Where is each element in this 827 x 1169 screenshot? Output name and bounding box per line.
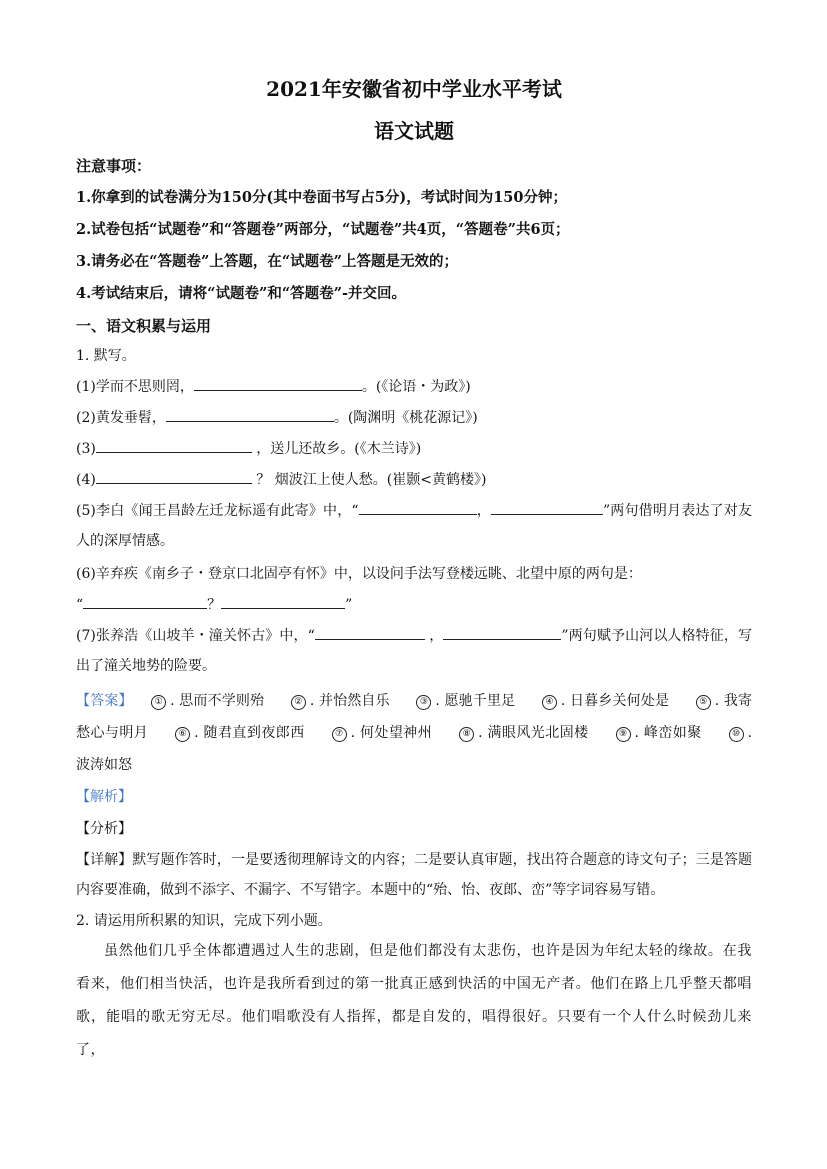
sub-question-text: ，送儿还故乡。(《木兰诗》): [256, 441, 422, 457]
sub-question-text: ，: [476, 503, 491, 519]
answer-blank[interactable]: [315, 625, 425, 640]
answer-number: ⑨: [616, 727, 631, 742]
sub-question-1: [76, 376, 752, 397]
note-item: 4.考试结束后，请将“试题卷”和“答题卷”-并交回。: [76, 285, 407, 302]
question-stem: 1. 默写。: [76, 348, 136, 364]
detail-tag: 【详解】: [76, 852, 133, 868]
sub-question-text: (2)黄发垂髫，: [76, 410, 166, 426]
sub-question-text: 。(陶渊明《桃花源记》): [333, 410, 478, 426]
answer-block: [76, 685, 752, 781]
answer-blank[interactable]: [194, 376, 362, 391]
sub-question-3: [76, 438, 752, 459]
sub-question-text: ”两句赋予山河以人格特征，写出了潼关地势的险要。: [76, 628, 752, 674]
answer-item: [616, 725, 702, 741]
answer-item: [175, 725, 305, 741]
analysis-subhead: 【分析】: [76, 821, 132, 837]
sub-question-7: [76, 621, 752, 681]
sub-question-4: [76, 469, 752, 490]
sub-question-text: “: [76, 597, 84, 613]
answer-item: [459, 725, 589, 741]
answer-number: ③: [416, 695, 431, 710]
detail-paragraph: [76, 845, 752, 905]
sub-question-6-blanks: [76, 594, 752, 615]
answer-text: . 满眼风光北固楼: [478, 725, 589, 741]
answer-text: . 日暮乡关何处是: [560, 693, 670, 709]
answer-item: [332, 725, 433, 741]
sub-question-5: [76, 496, 752, 556]
exam-subtitle: 语文试题: [374, 119, 454, 143]
answer-blank[interactable]: [443, 625, 561, 640]
note-item: 3.请务必在“答题卷”上答题，在“试题卷”上答题是无效的；: [76, 253, 458, 270]
analysis-tag: 【解析】: [76, 789, 132, 805]
sub-question-text: ”两句借明月表达了对友人的深厚情感。: [76, 503, 752, 549]
answer-blank[interactable]: [491, 500, 603, 515]
answer-blank[interactable]: [96, 438, 252, 453]
answer-number: ④: [542, 695, 557, 710]
answer-number: ⑩: [729, 727, 744, 742]
exam-page: [76, 70, 752, 1067]
question-stem: 2. 请运用所积累的知识，完成下列小题。: [76, 913, 332, 929]
answer-number: ①: [151, 695, 166, 710]
note-item: 1.你拿到的试卷满分为150分(其中卷面书写占5分)，考试时间为150分钟；: [76, 189, 567, 206]
answer-item: [542, 693, 669, 709]
reading-passage: 虽然他们几乎全体都遭遇过人生的悲剧，但是他们都没有太悲伤，也许是因为年纪太轻的缘故。在我看来，他们相当快活，也许是我所看到过的第一批真正感到快活的中国无产者。他们在路上几乎整天都唱歌，能唱的歌无穷无尽。他们唱歌没有人指挥，都是自发的，唱得很好。只要有一个人什么时候劲儿来了，: [76, 943, 752, 1058]
notes-heading: 注意事项：: [76, 157, 152, 175]
sub-question-text: ？: [207, 597, 222, 613]
answer-blank[interactable]: [83, 594, 207, 609]
answer-blank[interactable]: [359, 500, 477, 515]
answer-item: [151, 693, 264, 709]
sub-question-text: (1)学而不思则罔，: [76, 379, 194, 395]
answer-text: . 思而不学则殆: [170, 693, 265, 709]
sub-question-2: [76, 407, 752, 428]
answer-number: ⑥: [175, 727, 190, 742]
answer-text: . 何处望神州: [350, 725, 433, 741]
answer-blank[interactable]: [221, 594, 345, 609]
answer-blank[interactable]: [166, 407, 334, 422]
sub-question-text: 。(《论语・为政》): [361, 379, 471, 395]
sub-question-text: ，: [429, 628, 444, 644]
answer-number: ⑤: [696, 695, 711, 710]
note-item: 2.试卷包括“试题卷”和“答题卷”两部分，“试题卷”共4页，“答题卷”共6页；: [76, 221, 570, 238]
answer-text: . 我寄愁心与明月: [76, 693, 753, 741]
answer-text: . 并怡然自乐: [309, 693, 390, 709]
answer-tag: 【答案】: [76, 693, 133, 709]
answer-text: . 峰峦如聚: [634, 725, 702, 741]
answer-number: ②: [291, 695, 306, 710]
answer-text: . 愿驰千里足: [435, 693, 516, 709]
answer-number: ⑧: [459, 727, 474, 742]
section-heading: 一、语文积累与运用: [76, 317, 212, 335]
answer-text: . 波涛如怒: [76, 725, 753, 773]
sub-question-text: (5)李白《闻王昌龄左迁龙标遥有此寄》中，“: [76, 503, 359, 519]
answer-text: . 随君直到夜郎西: [194, 725, 305, 741]
answer-number: ⑦: [332, 727, 347, 742]
sub-question-text: ”: [345, 597, 353, 613]
exam-title: 2021年安徽省初中学业水平考试: [266, 77, 562, 101]
sub-question-6: (6)辛弃疾《南乡子・登京口北固亭有怀》中，以设问手法写登楼远眺、北望中原的两句是：: [76, 566, 642, 582]
sub-question-text: (4): [76, 472, 96, 488]
sub-question-text: ？ 烟波江上使人愁。(崔颢<黄鹤楼》): [256, 472, 487, 488]
detail-text: 默写题作答时，一是要透彻理解诗文的内容；二是要认真审题，找出符合题意的诗文句子；三是答题内容要准确，做到不添字、不漏字、不写错字。本题中的“殆、怡、夜郎、峦”等字词容易写错。: [76, 852, 753, 898]
answer-item: [291, 693, 390, 709]
sub-question-text: (7)张养浩《山坡羊・潼关怀古》中，“: [76, 628, 315, 644]
sub-question-text: (3): [76, 441, 96, 457]
answer-blank[interactable]: [96, 469, 252, 484]
answer-item: [416, 693, 515, 709]
